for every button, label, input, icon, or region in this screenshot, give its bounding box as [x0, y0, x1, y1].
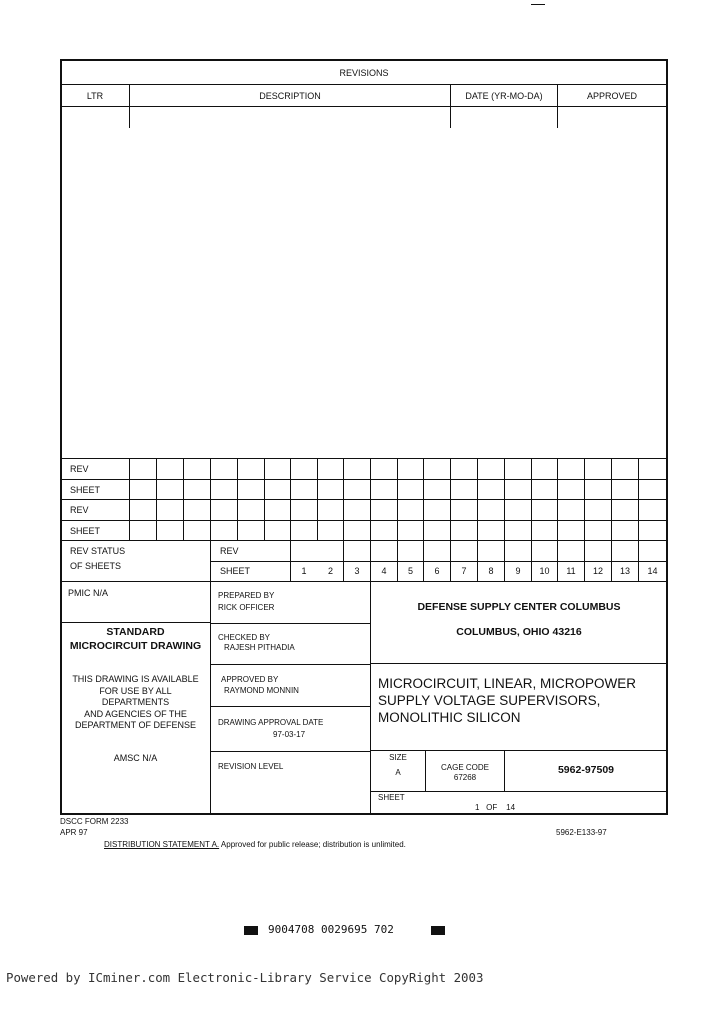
divider	[61, 479, 667, 480]
divider	[504, 458, 505, 581]
row-label-sheet: SHEET	[70, 526, 101, 536]
cage-code-label: CAGE CODE	[440, 763, 489, 772]
sheet-label: SHEET	[378, 793, 405, 802]
sheet-number: 10	[539, 566, 550, 576]
drawing-title-line: SUPPLY VOLTAGE SUPERVISORS,	[378, 693, 601, 708]
divider	[210, 458, 211, 581]
divider	[61, 499, 667, 500]
row-label-rev: REV	[70, 464, 89, 474]
divider	[211, 751, 370, 752]
rev-status-label: REV STATUS	[70, 546, 126, 556]
divider	[156, 458, 157, 540]
sheet-number: 14	[647, 566, 658, 576]
divider	[129, 84, 130, 128]
divider	[397, 458, 398, 581]
divider	[61, 106, 667, 107]
divider	[129, 458, 130, 540]
divider	[61, 622, 210, 623]
form-code: 5962-E133-97	[556, 828, 607, 837]
divider	[343, 458, 344, 581]
sheet-number: 6	[434, 566, 440, 576]
divider	[584, 458, 585, 581]
availability-line: AND AGENCIES OF THE	[84, 709, 187, 719]
divider	[557, 458, 558, 581]
divider	[61, 84, 667, 85]
rev-label: REV	[220, 546, 239, 556]
divider	[370, 458, 371, 581]
availability-line: DEPARTMENTS	[101, 697, 170, 707]
availability-line: FOR USE BY ALL	[99, 686, 172, 696]
sheet-of: 1 OF 14	[475, 803, 516, 812]
sheet-number: 5	[407, 566, 413, 576]
col-date: DATE (YR-MO-DA)	[465, 91, 543, 101]
divider	[450, 458, 451, 581]
col-approved: APPROVED	[586, 91, 637, 101]
divider	[210, 581, 211, 814]
agency-name: DEFENSE SUPPLY CENTER COLUMBUS	[417, 601, 621, 613]
approved-by-label: APPROVED BY	[221, 675, 279, 684]
row-label-rev: REV	[70, 505, 89, 515]
watermark: Powered by ICminer.com Electronic-Library Service CopyRight 2003	[6, 970, 484, 985]
of-sheets-label: OF SHEETS	[70, 561, 122, 571]
divider	[210, 561, 667, 562]
drawing-title-line: MICROCIRCUIT, LINEAR, MICROPOWER	[378, 676, 637, 691]
drawing-title-line: MONOLITHIC SILICON	[378, 710, 521, 725]
sheet-number: 9	[515, 566, 521, 576]
cage-code-value: 67268	[453, 773, 477, 782]
scan-mark	[531, 4, 545, 5]
divider	[423, 458, 424, 581]
sheet-number: 4	[381, 566, 387, 576]
sheet-number: 12	[592, 566, 603, 576]
size-value: A	[395, 768, 401, 777]
divider	[450, 84, 451, 128]
divider	[638, 458, 639, 581]
divider	[371, 750, 667, 751]
divider	[371, 663, 667, 664]
barcode-number: 9004708 0029695 702	[268, 923, 394, 936]
row-label-sheet: SHEET	[70, 485, 101, 495]
divider	[290, 458, 291, 581]
prepared-by-name: RICK OFFICER	[218, 603, 275, 612]
divider	[211, 706, 370, 707]
barcode-block-left	[244, 926, 258, 935]
divider	[557, 84, 558, 128]
sheet-number: 7	[461, 566, 467, 576]
sheet-number: 11	[566, 566, 576, 576]
divider	[477, 458, 478, 581]
prepared-by-label: PREPARED BY	[218, 591, 275, 600]
col-ltr: LTR	[86, 91, 104, 101]
revision-level-label: REVISION LEVEL	[218, 762, 284, 771]
divider	[61, 540, 667, 541]
divider	[317, 458, 318, 540]
divider	[211, 623, 370, 624]
divider	[183, 458, 184, 540]
approved-by-name: RAYMOND MONNIN	[224, 686, 299, 695]
approval-date: 97-03-17	[273, 730, 306, 739]
divider	[264, 458, 265, 540]
sheet-label: SHEET	[220, 566, 251, 576]
size-label: SIZE	[389, 753, 407, 762]
distribution-text: Approved for public release; distribution is unlimited.	[219, 840, 406, 849]
divider	[371, 791, 667, 792]
checked-by-name: RAJESH PITHADIA	[224, 643, 295, 652]
sheet-number: 2	[327, 566, 333, 576]
sheet-number: 13	[619, 566, 630, 576]
form-date: APR 97	[60, 828, 88, 837]
drawing-number: 5962-97509	[557, 764, 615, 776]
divider	[611, 458, 612, 581]
divider	[61, 581, 667, 582]
col-description: DESCRIPTION	[259, 91, 321, 101]
sheet-number: 3	[354, 566, 360, 576]
barcode-block-right	[431, 926, 445, 935]
divider	[370, 581, 371, 814]
divider	[61, 458, 667, 459]
sheet-number: 8	[488, 566, 494, 576]
divider	[61, 520, 667, 521]
revisions-header: REVISIONS	[339, 68, 389, 78]
availability-line: DEPARTMENT OF DEFENSE	[74, 720, 197, 730]
form-number: DSCC FORM 2233	[60, 817, 129, 826]
pmic-label: PMIC N/A	[68, 588, 109, 598]
microcircuit-drawing-heading: MICROCIRCUIT DRAWING	[69, 640, 202, 652]
distribution-label: DISTRIBUTION STATEMENT A.	[104, 840, 220, 849]
divider	[211, 664, 370, 665]
sheet-number: 1	[301, 566, 307, 576]
amsc-label: AMSC N/A	[113, 753, 158, 763]
availability-line: THIS DRAWING IS AVAILABLE	[72, 674, 199, 684]
standard-heading: STANDARD	[106, 626, 165, 638]
checked-by-label: CHECKED BY	[218, 633, 271, 642]
divider	[531, 458, 532, 581]
distribution-statement	[104, 841, 406, 849]
agency-city: COLUMBUS, OHIO 43216	[456, 626, 582, 638]
approval-date-label: DRAWING APPROVAL DATE	[218, 718, 324, 727]
divider	[237, 458, 238, 540]
